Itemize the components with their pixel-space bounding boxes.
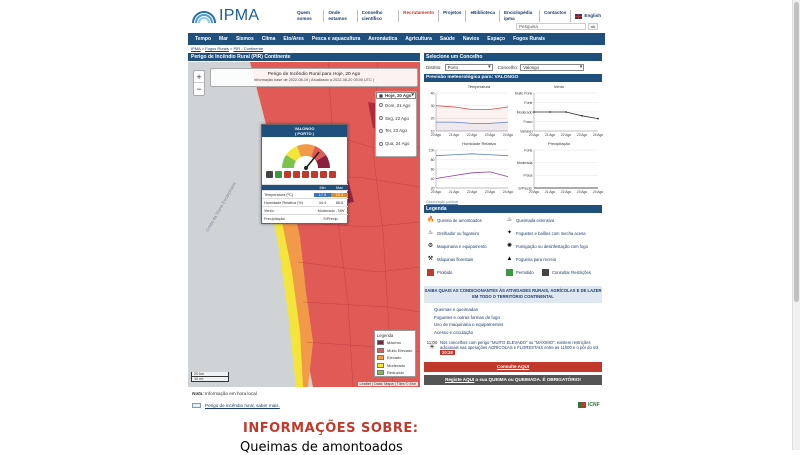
series-line (534, 112, 598, 119)
flame-icon: 🔥 (427, 217, 435, 223)
x-tick-label: 22 Ago (466, 190, 478, 194)
chart-title-vento: Vento (553, 84, 565, 89)
map-info-title: Perigo de Incêndio Rural para Hoje, 20 Ago (267, 72, 361, 77)
concelho-popup (261, 124, 348, 224)
list-item[interactable]: Acesso e circulação (434, 329, 474, 335)
data-point (549, 111, 551, 113)
x-tick-label: 22 Ago (466, 133, 478, 137)
y-tick-label: Fraco (523, 119, 533, 124)
link-quem-somos[interactable]: Quem somos (293, 10, 324, 22)
map-info-box (210, 68, 418, 87)
legend-maquinaria: ⚙ Maquinaria e equipamento (427, 243, 487, 249)
x-tick-label: 24 Ago (502, 133, 514, 137)
map-attribution[interactable]: Leaflet | Data: Mapa | Tiles © Esri (359, 382, 416, 386)
y-tick-label: Muito Forte (514, 91, 533, 96)
data-point (533, 111, 535, 113)
list-item[interactable]: Uso de maquinaria e equipamentos (434, 322, 504, 328)
legend-fumigacao: ✺ Fumigação ou desinfestação com fogo (506, 243, 588, 249)
link-ebiblioteca[interactable]: eBiblioteca (466, 10, 500, 22)
nav-saude[interactable]: Saúde (439, 36, 455, 42)
nav-agricultura[interactable]: Agricultura (405, 36, 432, 42)
legend-consultar: Consultar Restrições (542, 269, 591, 276)
concelho-select[interactable]: Valongo ▾ (520, 64, 584, 71)
popup-row-temperature: Temperatura (ºC) 17.5 22.4 (262, 190, 348, 198)
link-english[interactable]: English (571, 10, 605, 22)
activity-icon (329, 171, 336, 178)
icnf-logo: ICNF (578, 402, 600, 408)
x-tick-label: 24 Ago (592, 190, 604, 194)
right-panel (424, 53, 602, 385)
x-tick-label: 20 Ago (430, 133, 442, 137)
observacao-link[interactable]: Observação pontual (426, 200, 459, 204)
x-tick-label: 22 Ago (560, 133, 572, 137)
x-tick-label: 23 Ago (484, 133, 496, 137)
legend-grelhador: ♨ Grelhador ou fogareiro (427, 230, 480, 236)
breadcrumb-fogos[interactable]: Fogos Rurais (205, 46, 229, 51)
legend-row-reduzido: Reduzido (377, 369, 413, 377)
forest-machine-icon: ⚒ (427, 256, 434, 262)
sunset-time: 20:28 (442, 350, 453, 356)
activity-icon (311, 171, 318, 178)
popup-activity-icons (266, 171, 336, 178)
x-tick-label: 21 Ago (544, 133, 556, 137)
map-scale: 20 km 10 mi (191, 372, 229, 382)
y-tick-label: 80 (430, 157, 435, 162)
x-tick-label: 24 Ago (592, 133, 604, 137)
select-concelho-title: Selecione um Concelho (424, 53, 602, 61)
y-tick-label: 40 (430, 91, 435, 96)
registe-queima-button[interactable]: Registe AQUI a sua QUEIMA ou QUEIMADA. É OBRIGATÓRIO! (424, 375, 602, 385)
restricted-swatch (542, 269, 549, 276)
conditions-list (424, 307, 602, 337)
nav-sismos[interactable]: Sismos (235, 36, 254, 42)
link-projetos[interactable]: Projetos (439, 10, 466, 22)
day-option-4[interactable]: Qua, 24 Ago (376, 137, 416, 150)
page-scrollbar[interactable] (792, 0, 800, 450)
day-option-3[interactable]: Ter, 23 Ago (376, 125, 416, 138)
zoom-control (193, 70, 205, 96)
scrollbar-thumb[interactable] (794, 2, 799, 302)
y-tick-label: Fraca (523, 173, 533, 178)
conditions-banner: SAIBA QUAIS AS CONDICIONANTES ÀS ATIVIDADES RURAIS, AGRÍCOLAS E DE LAZER EM TODO O TERRITÓRIO CONTINENTAL (424, 286, 602, 303)
top-links (293, 10, 605, 22)
legend-queima-amontoados: 🔥 Queima de amontoados (427, 217, 482, 223)
popup-table (262, 184, 348, 222)
restriction-warning: 11:00 ☀ Nos concelhos com perigo "MUITO ELEVADO" ou "MÁXIMO", existem restrições adicionais nas operações AGRÍCOLAS e FLORESTAIS entre as 11h00 e o pôr do sol 20:28 (424, 340, 602, 360)
legend-row-elevado: Elevado (377, 354, 413, 362)
legend-permitido: Permitido (506, 269, 534, 276)
logo-arc-icon (191, 8, 217, 24)
series-line (436, 154, 508, 156)
breadcrumb-home[interactable]: IPMA (191, 46, 201, 51)
legend-foguetes-baloes: ✦ Foguetes e balões com mecha acesa (506, 230, 586, 236)
nav-espaco[interactable]: Espaço (487, 36, 506, 42)
map-legend (374, 330, 416, 377)
chart-title-humidade: Humidade Relativa (462, 141, 496, 146)
legend-fogueira-recreio: ▲ Fogueira para recreio (506, 256, 557, 262)
link-enciclopedia[interactable]: Enciclopédia ipma (500, 10, 540, 22)
y-tick-label: 20 (430, 116, 435, 121)
nav-navios[interactable]: Navios (462, 36, 480, 42)
campfire-icon: ▲ (506, 256, 513, 262)
main-nav (188, 33, 605, 45)
y-tick-label: 40 (430, 176, 435, 181)
activity-icon (275, 171, 282, 178)
breadcrumb: IPMA > Fogos Rurais > PIR - Continente (191, 46, 264, 51)
nav-clima[interactable]: Clima (261, 36, 276, 42)
x-tick-label: 21 Ago (448, 190, 460, 194)
radio-icon (379, 129, 383, 133)
popup-header: VALONGO ( PORTO ) (262, 125, 347, 137)
popup-table-header: Min Max (262, 184, 348, 190)
nav-pesca[interactable]: Pesca e aquacultura (311, 36, 361, 42)
search-button[interactable]: ok (588, 23, 598, 30)
x-tick-label: 22 Ago (560, 190, 572, 194)
sea-label: Costa da Viana Escarpment (204, 181, 237, 233)
search-input[interactable]: Pesquisa (516, 23, 586, 30)
activity-icon (320, 171, 327, 178)
popup-row-wind: Vento Moderado - NW (262, 206, 348, 214)
chart-title-temperatura: Temperatura (467, 84, 491, 89)
radio-icon (379, 116, 383, 120)
legend-proibido: Proibido (427, 269, 452, 276)
day-option-1[interactable]: Dom, 21 Ago (376, 99, 416, 112)
x-tick-label: 21 Ago (448, 133, 460, 137)
legend-row-moderado: Moderado (377, 362, 413, 370)
y-tick-label: S/Precip. (518, 186, 533, 191)
link-contactos[interactable]: Contactos (540, 10, 571, 22)
chart-title-precipitacao: Precipitação (547, 141, 570, 146)
note: Nota: Informação em hora local (192, 391, 257, 396)
map-info-sub: Informação base de 2022-08-19 | Atualizado a 2022-08-20 05:00 UTC | (254, 78, 374, 82)
ipma-logo[interactable] (191, 6, 263, 26)
grill-icon: ♨ (427, 230, 434, 236)
legend-queimada-extensiva: ♨ Queimada extensiva (506, 217, 555, 223)
link-recrutamento[interactable]: Recrutamento (399, 10, 439, 22)
wide-fire-icon: ♨ (506, 217, 513, 223)
chart-temperatura (424, 89, 512, 141)
breadcrumb-pir[interactable]: PIR - Continente (233, 46, 264, 51)
uk-flag-icon (575, 14, 582, 19)
radio-icon (379, 142, 383, 146)
fire-risk-map[interactable] (188, 62, 420, 387)
activity-icon (302, 171, 309, 178)
y-tick-label: 10 (430, 129, 435, 134)
x-tick-label: 24 Ago (502, 190, 514, 194)
nav-aeronautica[interactable]: Aeronáutica (368, 36, 398, 42)
rocket-icon: ✦ (506, 230, 513, 236)
distrito-select[interactable]: Porto ▾ (445, 64, 493, 71)
link-onde-estamos[interactable]: Onde estamos (324, 10, 357, 22)
day-option-2[interactable]: Seg, 22 Ago (376, 112, 416, 125)
legend-row-maximo: Máximo (377, 339, 413, 347)
x-tick-label: 21 Ago (544, 190, 556, 194)
day-option-0[interactable]: Hoje, 20 Ago ▾ (376, 92, 416, 99)
radio-icon (379, 94, 383, 98)
y-tick-label: 30 (430, 103, 435, 108)
popup-row-humidity: Humidade Relativa (%) 34.4 88.8 (262, 198, 348, 206)
machinery-icon: ⚙ (427, 243, 434, 249)
clock-icon: 11:00 ☀ (426, 340, 438, 352)
fumigation-icon: ✺ (506, 243, 513, 249)
legend-row-muito-elevado: Muito Elevado (377, 347, 413, 355)
chart-humidade (424, 146, 512, 198)
info-heading: INFORMAÇÕES SOBRE: (243, 421, 419, 436)
x-tick-label: 23 Ago (576, 190, 588, 194)
chart-vento (512, 89, 602, 141)
map-legend-title: Legenda (377, 333, 394, 338)
legend-maquinas-florestais: ⚒ Máquinas florestais (427, 256, 474, 262)
nav-tempo[interactable]: Tempo (195, 36, 212, 42)
logo-text: IPMA (219, 7, 260, 24)
y-tick-label: 100 (428, 148, 435, 153)
x-tick-label: 20 Ago (430, 190, 442, 194)
info-link[interactable]: Perigo de incêndio rural, saber mais. (192, 403, 280, 408)
day-selector (375, 91, 417, 157)
select-row: Distrito: Porto ▾ Concelho: Valongo ▾ (424, 61, 602, 73)
chart-precipitacao (512, 146, 602, 198)
series-line (436, 172, 508, 179)
nav-fogos[interactable]: Fogos Rurais (513, 36, 546, 42)
x-tick-label: 20 Ago (528, 133, 540, 137)
list-item[interactable]: Foguetes e outras formas de fogo (434, 314, 500, 320)
page (188, 0, 605, 455)
zoom-out-button[interactable]: − (196, 84, 202, 94)
consulte-aqui-button[interactable]: Consulte AQUI (424, 362, 602, 372)
y-tick-label: Moderada (516, 160, 533, 165)
zoom-in-button[interactable]: + (194, 71, 204, 83)
data-point (581, 115, 583, 117)
risk-gauge-icon (277, 138, 335, 170)
x-tick-label: 20 Ago (528, 190, 540, 194)
info-card-icon (192, 403, 201, 408)
icnf-mark-icon (578, 402, 586, 408)
y-tick-label: Forte (524, 148, 533, 153)
map-title-bar: Perigo de Incêndio Rural (PIR) Continente (188, 53, 420, 61)
radio-icon (379, 103, 383, 107)
data-point (597, 118, 599, 120)
data-point (565, 111, 567, 113)
activity-legend-title: Legenda (424, 205, 602, 213)
y-tick-label: Forte (524, 100, 533, 105)
activity-legend (424, 213, 602, 282)
forecast-charts (424, 82, 602, 200)
list-item[interactable]: Queimas e queimadas (434, 307, 478, 312)
forecast-title: Previsão meteorológica para: VALONGO (424, 74, 602, 82)
x-tick-label: 23 Ago (484, 190, 496, 194)
info-subheading: Queimas de amontoados (240, 440, 403, 455)
y-tick-label: Moderado (516, 110, 533, 115)
link-conselho[interactable]: Conselho científico (358, 10, 400, 22)
x-tick-label: 23 Ago (576, 133, 588, 137)
y-tick-label: 60 (430, 167, 435, 172)
activity-icon (266, 171, 273, 178)
y-tick-label: Variável (520, 129, 533, 134)
permitted-swatch (506, 269, 513, 276)
popup-row-precip: Precipitação S/Precip. (262, 214, 348, 222)
activity-icon (293, 171, 300, 178)
y-tick-label: 20 (430, 186, 435, 191)
nav-mar[interactable]: Mar (219, 36, 228, 42)
prohibited-swatch (427, 269, 434, 276)
nav-etoares[interactable]: Eto/Ares (283, 36, 304, 42)
activity-icon (284, 171, 291, 178)
